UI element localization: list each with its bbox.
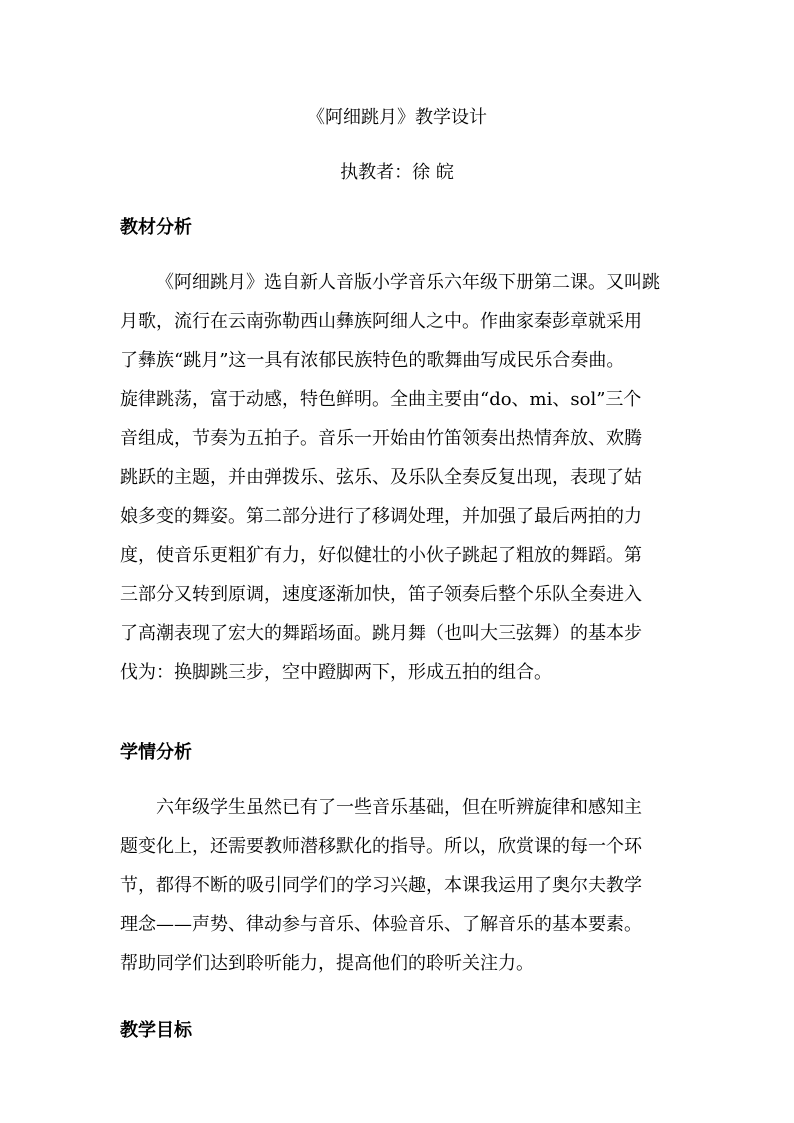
- paragraph-material-analysis: [120, 263, 682, 692]
- paragraph-line: 理念——声势、律动参与音乐、体验音乐、了解音乐的基本要素。: [120, 914, 642, 935]
- section-heading-student-analysis: 学情分析: [120, 742, 192, 763]
- paragraph-line: 旋律跳荡，富于动感，特色鲜明。全曲主要由“do、mi、sol”三个: [120, 389, 642, 410]
- paragraph-line: 三部分又转到原调，速度逐渐加快，笛子领奏后整个乐队全奏进入: [120, 584, 642, 605]
- paragraph-line: 度，使音乐更粗犷有力，好似健壮的小伙子跳起了粗放的舞蹈。第: [120, 545, 642, 566]
- paragraph-line: 六年级学生虽然已有了一些音乐基础，但在听辨旋律和感知主: [156, 797, 642, 818]
- paragraph-line: 《阿细跳月》选自新人音版小学音乐六年级下册第二课。又叫跳: [156, 272, 660, 293]
- paragraph-line: 节，都得不断的吸引同学们的学习兴趣，本课我运用了奥尔夫教学: [120, 875, 642, 896]
- paragraph-line: 跳跃的主题，并由弹拨乐、弦乐、及乐队全奏反复出现，表现了姑: [120, 467, 642, 488]
- section-heading-material-analysis: 教材分析: [120, 217, 192, 238]
- paragraph-line: 娘多变的舞姿。第二部分进行了移调处理，并加强了最后两拍的力: [120, 506, 642, 527]
- paragraph-line: 帮助同学们达到聆听能力，提高他们的聆听关注力。: [120, 953, 534, 974]
- section-heading-teaching-goals: 教学目标: [120, 1020, 192, 1041]
- paragraph-line: 了高潮表现了宏大的舞蹈场面。跳月舞（也叫大三弦舞）的基本步: [120, 623, 642, 644]
- document-author: 执教者：徐 皖: [340, 162, 454, 183]
- paragraph-line: 了彝族“跳月”这一具有浓郁民族特色的歌舞曲写成民乐合奏曲。: [120, 350, 625, 371]
- paragraph-line: 音组成，节奏为五拍子。音乐一开始由竹笛领奏出热情奔放、欢腾: [120, 428, 642, 449]
- paragraph-line: 题变化上，还需要教师潜移默化的指导。所以，欣赏课的每一个环: [120, 836, 642, 857]
- document-title: 《阿细跳月》教学设计: [307, 107, 487, 128]
- paragraph-line: 月歌，流行在云南弥勒西山彝族阿细人之中。作曲家秦彭章就采用: [120, 311, 642, 332]
- paragraph-student-analysis: [120, 788, 682, 983]
- paragraph-line: 伐为：换脚跳三步，空中蹬脚两下，形成五拍的组合。: [120, 662, 552, 683]
